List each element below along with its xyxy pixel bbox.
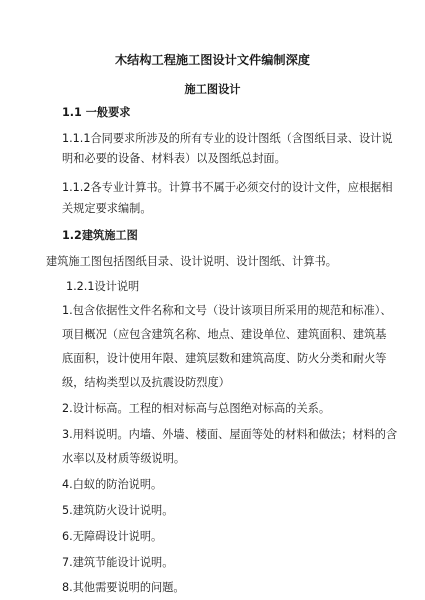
list-item-7 [62, 555, 362, 570]
list-text: 用料说明。内墙、外墙、楼面、屋面等处的材料和做法；材料的含 [72, 428, 398, 441]
list-number: 3. [62, 428, 73, 441]
list-number: 1. [62, 304, 73, 317]
clause-number: 1.2.1 [66, 280, 95, 293]
list-item-1-line-4: 级，结构类型以及抗震设防烈度） [62, 376, 230, 389]
subsection-heading-1-2-1 [66, 279, 366, 294]
clause-text: 合同要求所涉及的所有专业的设计图纸（含图纸目录、设计说 [90, 132, 393, 145]
list-number: 2. [62, 402, 73, 415]
list-text: 白蚁的防治说明。 [72, 478, 163, 491]
clause-text: 设计说明 [94, 280, 140, 293]
list-number: 8. [62, 581, 73, 594]
list-text: 其他需要说明的问题。 [72, 581, 185, 594]
list-item-1-line-2: 项目概况（应包含建筑名称、地点、建设单位、建筑面积、建筑基 [62, 328, 387, 341]
list-item-8 [62, 580, 362, 595]
list-item-3-line-1 [62, 427, 398, 442]
list-text: 包含依据性文件名称和文号（设计该项目所采用的规范和标准）、 [72, 304, 392, 317]
list-number: 7. [62, 556, 73, 569]
document-subtitle: 施工图设计 [184, 82, 241, 96]
section-heading-1-1: 1.1 一般要求 [62, 106, 131, 119]
paragraph-1-1-1-line-1 [62, 131, 393, 146]
list-text: 无障碍设计说明。 [72, 530, 163, 543]
list-text: 设计标高。工程的相对标高与总图绝对标高的关系。 [72, 402, 331, 415]
list-item-5 [62, 503, 362, 518]
list-item-4 [62, 477, 362, 492]
clause-number: 1.1.2 [62, 181, 91, 194]
paragraph-1-1-1-line-2: 明和必要的设备、材料表）以及图纸总封面。 [62, 152, 286, 165]
clause-text: 各专业计算书。计算书不属于必须交付的设计文件，应根据相 [90, 181, 393, 194]
list-item-2 [62, 401, 362, 416]
list-text: 建筑防火设计说明。 [72, 504, 174, 517]
list-item-1-line-3: 底面积，设计使用年限、建筑层数和建筑高度、防火分类和耐火等 [62, 352, 387, 365]
list-number: 4. [62, 478, 73, 491]
list-item-6 [62, 529, 362, 544]
list-number: 6. [62, 530, 73, 543]
list-item-1-line-1 [62, 303, 392, 318]
document-title: 木结构工程施工图设计文件编制深度 [115, 53, 310, 67]
section-heading-1-2: 1.2建筑施工图 [62, 229, 138, 242]
list-text: 建筑节能设计说明。 [72, 556, 174, 569]
clause-number: 1.1.1 [62, 132, 91, 145]
list-number: 5. [62, 504, 73, 517]
section-1-2-intro: 建筑施工图包括图纸目录、设计说明、设计图纸、计算书。 [46, 255, 337, 268]
paragraph-1-1-2-line-1 [62, 180, 393, 195]
paragraph-1-1-2-line-2: 关规定要求编制。 [62, 202, 152, 215]
list-item-3-line-2: 水率以及材质等级说明。 [62, 452, 186, 465]
